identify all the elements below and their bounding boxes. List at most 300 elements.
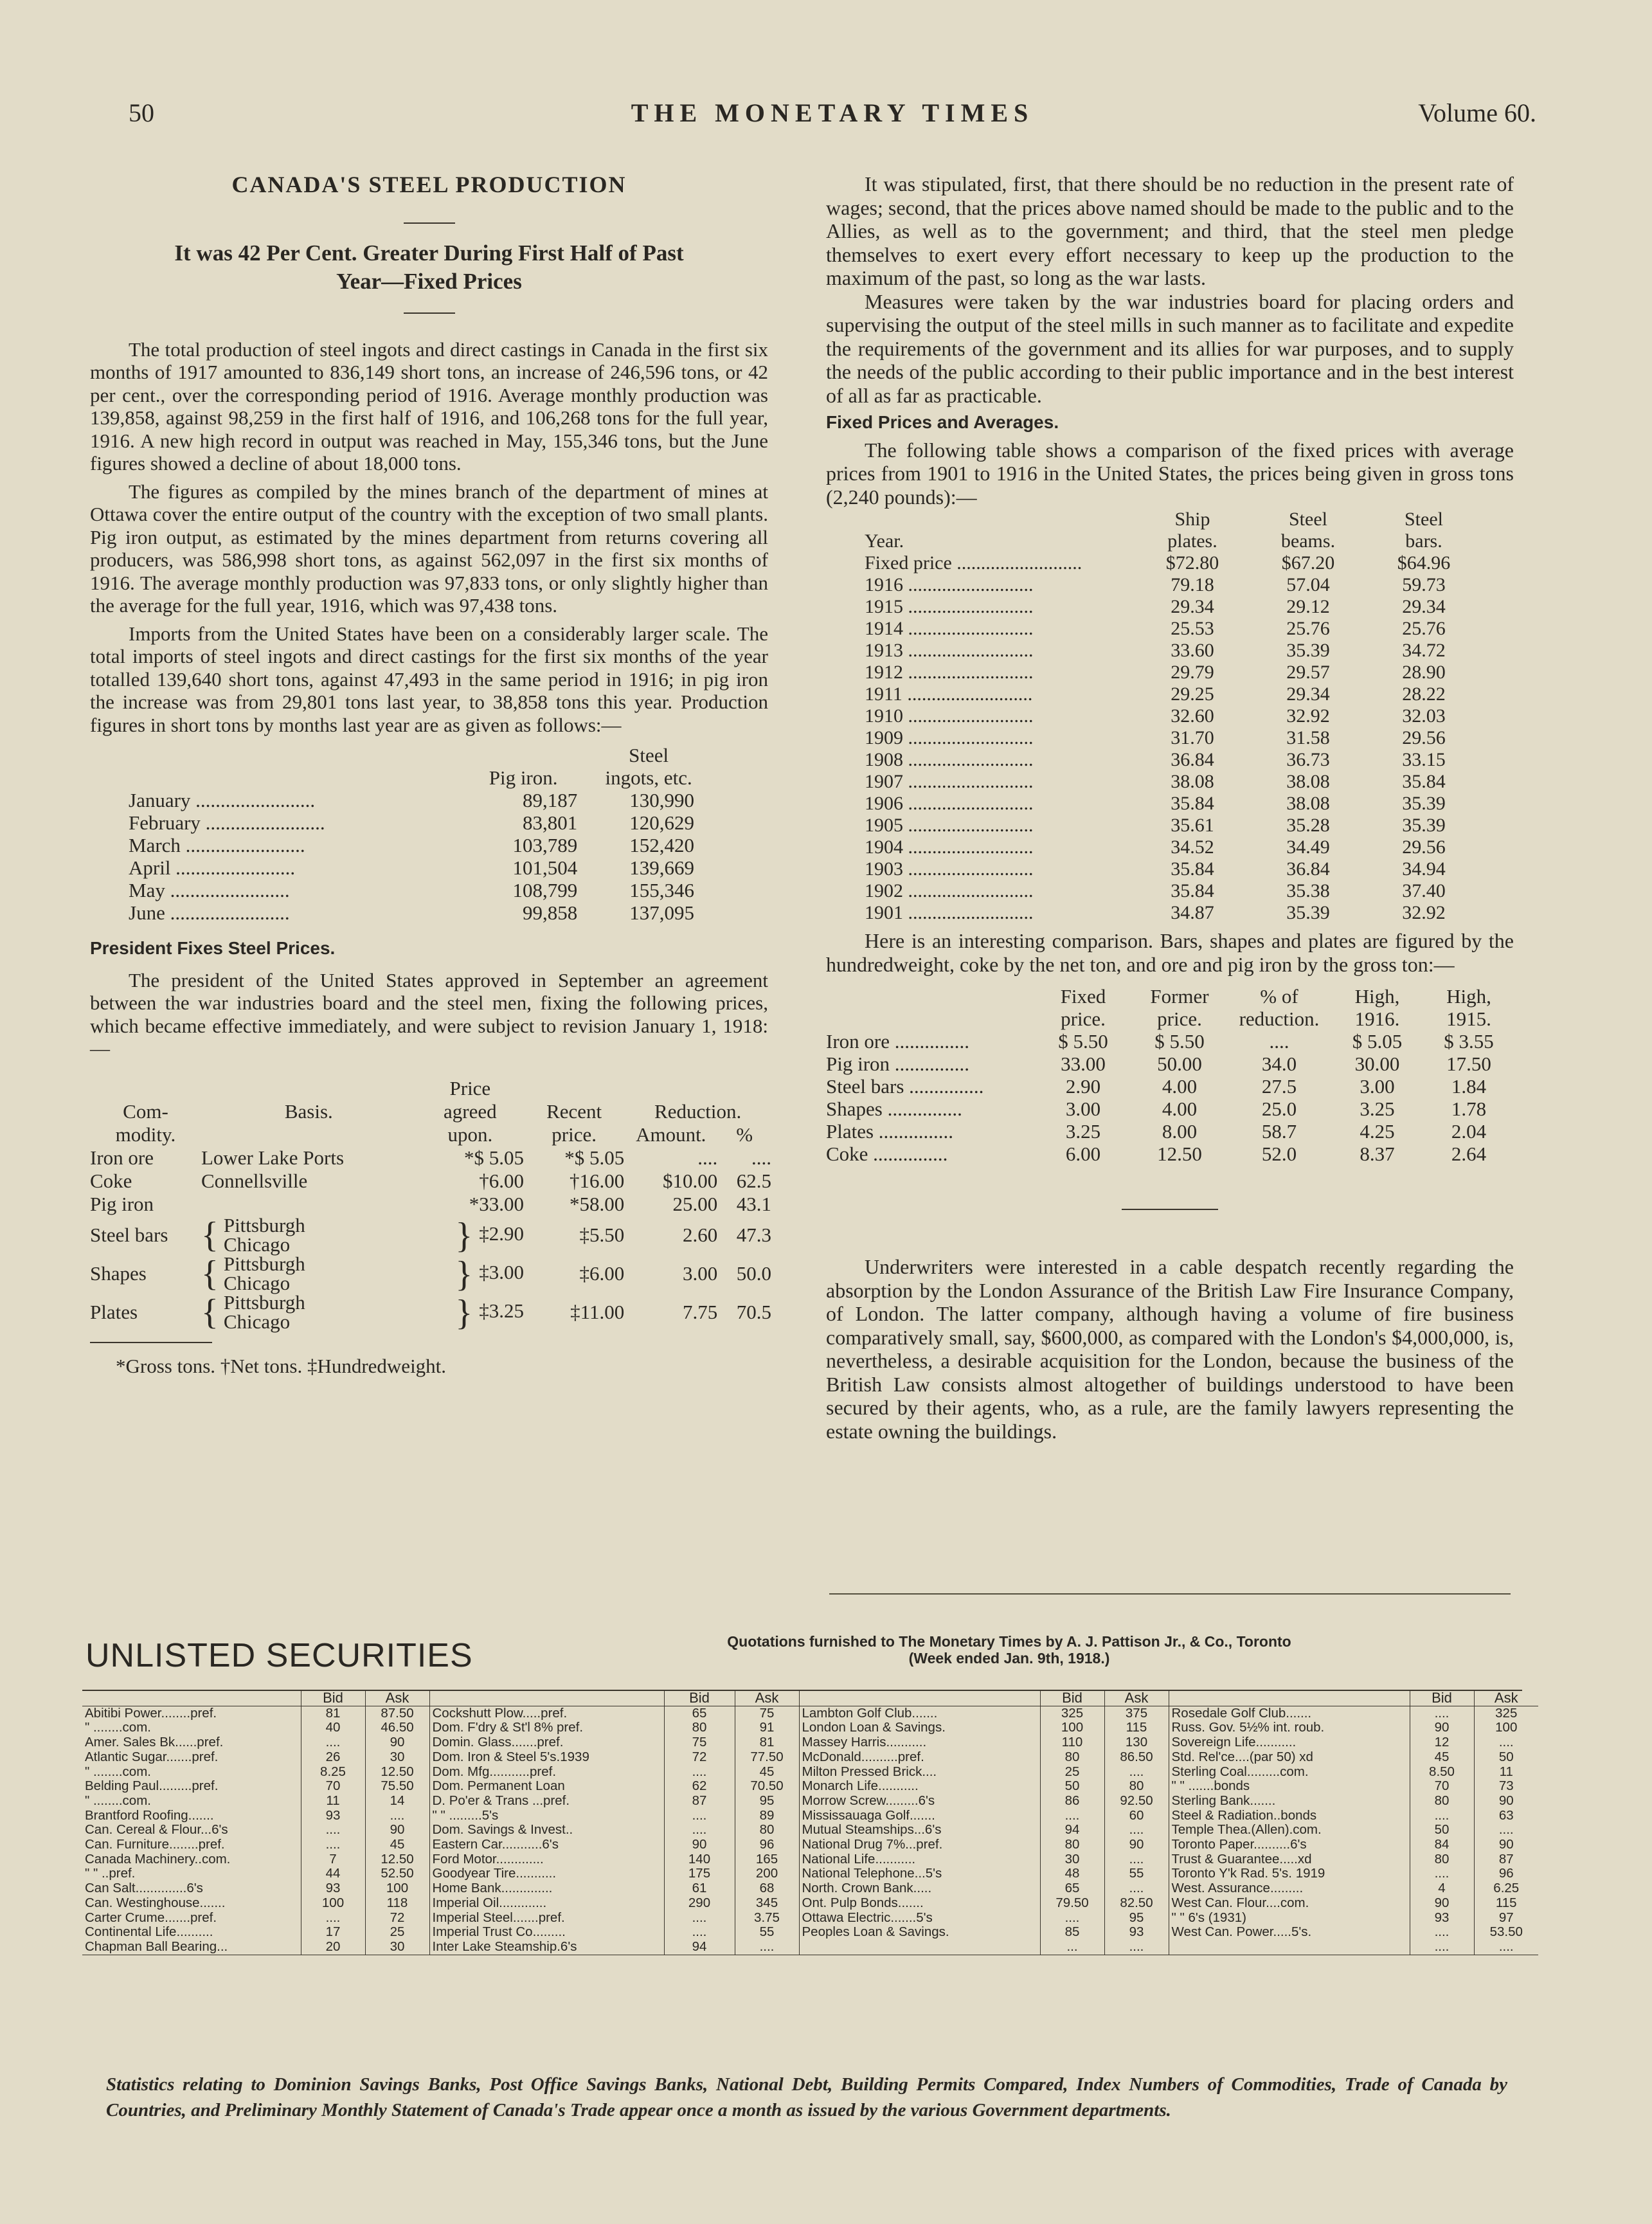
month-label: February ........................	[129, 811, 325, 834]
ask-header: Ask	[1474, 1691, 1538, 1706]
bid-value: 65	[664, 1706, 735, 1721]
ask-value: 45	[365, 1838, 429, 1852]
high-1915: 1.78	[1451, 1098, 1487, 1120]
paragraph: The total production of steel ingots and direct castings in Canada in the first six months of 1917 amounted to 836,149 short tons, an increase of 246,596 tons, or 42 per cent., over the corresponding period of 1916. Average monthly production was 139,858, against 98,259 in the first half of 1916, and 106,268 tons for the full year, 1916. A new high record in output was reached in May, 155,346 tons, but the June figures showed a decline of about 18,000 tons.	[90, 338, 768, 475]
bid-value: 80	[664, 1721, 735, 1735]
basis-city: Pittsburgh	[223, 1252, 305, 1275]
ask-header: Ask	[365, 1691, 429, 1706]
bid-header: Bid	[664, 1691, 735, 1706]
item-label: Plates ...............	[826, 1120, 954, 1143]
ask-value: 60	[1104, 1809, 1169, 1823]
security-name: Imperial Oil.............	[429, 1896, 664, 1911]
fixed-price: 3.00	[1065, 1098, 1101, 1120]
paragraph: The following table shows a comparison of the fixed prices with average prices from 1901 to 1916 in the United States, the prices being given in gross tons (2,240 pounds):—	[826, 438, 1514, 509]
steel-bars-value: 29.56	[1402, 727, 1446, 748]
ask-value: 95	[735, 1794, 799, 1809]
basis-city: Pittsburgh	[223, 1213, 305, 1236]
quotation-note-line: Quotations furnished to The Monetary Times by A. J. Pattison Jr., & Co., Toronto	[727, 1633, 1291, 1650]
security-name: Sovereign Life...........	[1169, 1735, 1410, 1750]
table-row	[82, 1721, 1538, 1735]
year-label: 1907 ..........................	[865, 771, 1034, 792]
steel-beams-value: 35.38	[1286, 880, 1330, 901]
ask-value: 100	[365, 1881, 429, 1896]
bid-value: 8.50	[1410, 1765, 1474, 1780]
unlisted-securities-table	[82, 1690, 1522, 1955]
security-name: Goodyear Tire...........	[429, 1867, 664, 1881]
security-name: Toronto Y'k Rad. 5's. 1919	[1169, 1867, 1410, 1881]
security-name: Can. Furniture........pref.	[85, 1838, 225, 1852]
ask-value: 80	[735, 1823, 799, 1838]
bid-value: 325	[1040, 1706, 1104, 1721]
ask-value: 97	[1474, 1911, 1538, 1926]
pig-iron-value: 89,187	[523, 789, 578, 811]
table-row	[826, 1053, 1514, 1075]
year-label: 1916 ..........................	[865, 574, 1034, 595]
commodity: Shapes	[90, 1261, 147, 1285]
security-name: Can. Cereal & Flour...6's	[85, 1823, 228, 1838]
bid-value: ....	[664, 1911, 735, 1926]
table-row	[90, 1216, 771, 1254]
col-header: Pig iron.	[489, 766, 558, 789]
steel-beams-value: 57.04	[1286, 574, 1330, 595]
month-label: March ........................	[129, 834, 305, 856]
ask-value: ....	[1104, 1881, 1169, 1896]
high-1916: 4.25	[1360, 1120, 1395, 1143]
ask-value: 12.50	[365, 1852, 429, 1867]
reduction-amount: $10.00	[663, 1169, 718, 1192]
paragraph: Here is an interesting comparison. Bars, shapes and plates are figured by the hundredweight, coke by the net ton, and ore and pig iron by the gross ton:—	[826, 929, 1514, 976]
table-row	[82, 1735, 1538, 1750]
divider	[829, 1593, 1511, 1595]
steel-beams-value: 29.12	[1286, 596, 1330, 617]
security-name: " " .........5's	[429, 1809, 664, 1823]
security-name: " " ..pref.	[85, 1867, 136, 1881]
quotation-note	[640, 1633, 1379, 1667]
security-name: Toronto Paper..........6's	[1169, 1838, 1410, 1852]
recent-price: *$ 5.05	[564, 1146, 625, 1169]
reduction-amount: ....	[697, 1146, 718, 1169]
basis-city: Pittsburgh	[223, 1290, 305, 1314]
ship-plates-value: 34.87	[1171, 902, 1214, 923]
former-price: 50.00	[1157, 1053, 1202, 1075]
bid-value: 7	[301, 1852, 365, 1867]
year-label: 1906 ..........................	[865, 793, 1034, 814]
month-label: May ........................	[129, 879, 290, 901]
table-row	[82, 1750, 1538, 1765]
security-name: North. Crown Bank.....	[799, 1881, 1040, 1896]
ask-value: 87	[1474, 1852, 1538, 1867]
table-row	[826, 1098, 1514, 1120]
col-header: 1915.	[1446, 1008, 1491, 1030]
reduction-percent: 62.5	[736, 1169, 771, 1192]
bid-value: 85	[1040, 1925, 1104, 1940]
agreed-price: †6.00	[479, 1169, 525, 1192]
bid-value: ....	[1410, 1809, 1474, 1823]
security-name: Sterling Bank.......	[1169, 1794, 1410, 1809]
col-header: Steel	[1289, 509, 1327, 530]
year-label: 1914 ..........................	[865, 618, 1034, 639]
steel-bars-value: 28.22	[1402, 683, 1446, 705]
table-row	[90, 1170, 771, 1193]
security-name: Dom. F'dry & St'l 8% pref.	[429, 1721, 664, 1735]
bid-value: ....	[301, 1823, 365, 1838]
table-row	[129, 879, 720, 901]
steel-bars-value: $64.96	[1397, 552, 1451, 574]
ask-value: 91	[735, 1721, 799, 1735]
security-name: Lambton Golf Club.......	[799, 1706, 1040, 1721]
col-header: Year.	[865, 530, 904, 552]
ask-value: 96	[735, 1838, 799, 1852]
security-name: Imperial Steel.......pref.	[429, 1911, 664, 1926]
bid-value: ...	[1040, 1940, 1104, 1955]
ship-plates-value: 35.84	[1171, 793, 1214, 814]
bid-value: 87	[664, 1794, 735, 1809]
security-name: Eastern Car...........6's	[429, 1838, 664, 1852]
security-name: Abitibi Power........pref.	[85, 1706, 217, 1721]
security-name: Rosedale Golf Club.......	[1169, 1706, 1410, 1721]
agreed-value: ‡3.25	[479, 1299, 525, 1323]
ask-value: 86.50	[1104, 1750, 1169, 1765]
reduction-amount: 3.00	[683, 1261, 718, 1285]
high-1916: 30.00	[1354, 1053, 1400, 1075]
ask-value: 73	[1474, 1779, 1538, 1794]
unlisted-securities-title: UNLISTED SECURITIES	[85, 1637, 473, 1674]
col-header: Com-	[123, 1099, 168, 1123]
security-name: Home Bank..............	[429, 1881, 664, 1896]
reduction-percent: 70.5	[736, 1300, 771, 1323]
ask-value: 11	[1474, 1765, 1538, 1780]
ask-value: 25	[365, 1925, 429, 1940]
table-row	[82, 1940, 1538, 1955]
fixed-price: 2.90	[1065, 1075, 1101, 1098]
security-name: Belding Paul.........pref.	[85, 1779, 219, 1794]
ask-header: Ask	[1104, 1691, 1169, 1706]
bid-value: 17	[301, 1925, 365, 1940]
steel-value: 137,095	[629, 901, 694, 924]
year-label: 1908 ..........................	[865, 749, 1034, 770]
ask-value: ....	[1104, 1940, 1169, 1955]
security-name-header	[799, 1691, 1040, 1706]
security-name: Can Salt..............6's	[85, 1881, 203, 1896]
steel-beams-value: $67.20	[1281, 552, 1335, 574]
month-label: June ........................	[129, 901, 290, 924]
month-label: January ........................	[129, 789, 316, 811]
reduction-percent: 34.0	[1261, 1053, 1297, 1075]
bid-value: ....	[301, 1911, 365, 1926]
ask-header: Ask	[735, 1691, 799, 1706]
ask-value: 200	[735, 1867, 799, 1881]
ask-value: 130	[1104, 1735, 1169, 1750]
security-name	[1169, 1940, 1410, 1955]
ask-value: 82.50	[1104, 1896, 1169, 1911]
table-row	[82, 1911, 1538, 1926]
bid-value: 75	[664, 1735, 735, 1750]
reduction-percent: 27.5	[1261, 1075, 1297, 1098]
ask-value: 77.50	[735, 1750, 799, 1765]
table-row	[129, 834, 720, 856]
security-name: Steel & Radiation..bonds	[1169, 1809, 1410, 1823]
right-column	[826, 172, 1514, 1443]
bid-value: 94	[1040, 1823, 1104, 1838]
item-label: Steel bars ...............	[826, 1075, 984, 1098]
security-name: D. Po'er & Trans ...pref.	[429, 1794, 664, 1809]
col-header: %	[736, 1123, 753, 1146]
security-name: Trust & Guarantee.....xd	[1169, 1852, 1410, 1867]
table-row	[826, 1075, 1514, 1098]
bid-value: ....	[664, 1765, 735, 1780]
commodity: Steel bars	[90, 1223, 168, 1246]
item-label: Shapes ...............	[826, 1098, 962, 1120]
col-header: Steel	[1405, 509, 1443, 530]
bid-value: 8.25	[301, 1765, 365, 1780]
basis	[201, 1290, 417, 1333]
table-row	[82, 1794, 1538, 1809]
col-header: % of	[1260, 985, 1298, 1008]
ask-value: ....	[1104, 1852, 1169, 1867]
brace: }	[455, 1215, 473, 1256]
fixed-price: 6.00	[1065, 1143, 1101, 1165]
high-1915: 2.64	[1451, 1143, 1487, 1165]
bid-value: 72	[664, 1750, 735, 1765]
ask-value: 50	[1474, 1750, 1538, 1765]
steel-beams-value: 25.76	[1286, 618, 1330, 639]
security-name: Russ. Gov. 5½% int. roub.	[1169, 1721, 1410, 1735]
ask-value: 89	[735, 1809, 799, 1823]
bid-value: ....	[664, 1925, 735, 1940]
col-header: Fixed	[1060, 985, 1106, 1008]
steel-bars-value: 34.94	[1402, 858, 1446, 880]
year-label: 1912 ..........................	[865, 662, 1034, 683]
reduction-percent: 58.7	[1261, 1120, 1297, 1143]
steel-bars-value: 32.92	[1402, 902, 1446, 923]
security-name: McDonald..........pref.	[799, 1750, 1040, 1765]
bid-value: 93	[301, 1809, 365, 1823]
security-name: Dom. Permanent Loan	[429, 1779, 664, 1794]
bid-value: 70	[1410, 1779, 1474, 1794]
bid-value: 40	[301, 1721, 365, 1735]
ask-value: 6.25	[1474, 1881, 1538, 1896]
table-row	[865, 793, 1482, 815]
security-name: Ford Motor.............	[429, 1852, 664, 1867]
bid-value: 94	[664, 1940, 735, 1955]
ship-plates-value: 29.34	[1171, 596, 1214, 617]
brace: {	[201, 1215, 219, 1255]
ask-value: ....	[1104, 1765, 1169, 1780]
ship-plates-value: 29.25	[1171, 683, 1214, 705]
bid-value: 93	[301, 1881, 365, 1896]
high-1916: 3.00	[1360, 1075, 1395, 1098]
year-label: 1904 ..........................	[865, 836, 1034, 858]
high-1915: $ 3.55	[1444, 1030, 1494, 1053]
basis-city: Chicago	[223, 1271, 291, 1294]
former-price: $ 5.50	[1154, 1030, 1205, 1053]
bid-value: 48	[1040, 1867, 1104, 1881]
ask-value: 30	[365, 1940, 429, 1955]
divider	[404, 312, 455, 314]
bid-value: 110	[1040, 1735, 1104, 1750]
col-header: agreed	[444, 1099, 497, 1123]
security-name: West. Assurance.........	[1169, 1881, 1410, 1896]
agreed-value: ‡3.00	[479, 1261, 525, 1284]
table-row	[90, 1254, 771, 1293]
bid-value: 50	[1040, 1779, 1104, 1794]
reduction-amount: 7.75	[683, 1300, 718, 1323]
security-name: National Telephone...5's	[799, 1867, 1040, 1881]
ask-value: 14	[365, 1794, 429, 1809]
article-subtitle-1: It was 42 Per Cent. Greater During First Half of Past	[174, 240, 684, 266]
col-header: reduction.	[1239, 1008, 1320, 1030]
commodity: Pig iron	[90, 1192, 154, 1215]
ship-plates-value: 35.84	[1171, 880, 1214, 901]
ask-value: 325	[1474, 1706, 1538, 1721]
year-label: 1905 ..........................	[865, 815, 1034, 836]
year-label: 1901 ..........................	[865, 902, 1034, 923]
steel-bars-value: 33.15	[1402, 749, 1446, 770]
steel-beams-value: 36.73	[1286, 749, 1330, 770]
brace: {	[201, 1292, 219, 1332]
col-header: High,	[1354, 985, 1400, 1008]
paragraph: Underwriters were interested in a cable despatch recently regarding the absorption by the London Assurance of the British Law Fire Insurance Company, of London. The latter company, although having a volume of fire business comparatively small, say, $600,000, as compared with the London's $4,000,000, is, nevertheless, a desirable acquisition for the London, because the business of the British Law consists almost altogether of buildings understood to have been secured by their agents, who, as a rule, are the family lawyers representing the estate owning the buildings.	[826, 1255, 1514, 1443]
table-row	[90, 1193, 771, 1216]
former-price: 8.00	[1162, 1120, 1198, 1143]
ask-value: 55	[735, 1925, 799, 1940]
reduction-percent: ....	[751, 1146, 771, 1169]
year-label: 1903 ..........................	[865, 858, 1034, 880]
reduction-amount: 25.00	[672, 1192, 718, 1215]
high-1916: 8.37	[1360, 1143, 1395, 1165]
table-row	[129, 789, 720, 811]
steel-value: 139,669	[629, 856, 694, 879]
bid-value: 26	[301, 1750, 365, 1765]
security-name: West Can. Flour....com.	[1169, 1896, 1410, 1911]
table-row	[865, 858, 1482, 880]
agreed-price: *33.00	[469, 1192, 525, 1215]
ship-plates-value: 35.61	[1171, 815, 1214, 836]
security-name: Mutual Steamships...6's	[799, 1823, 1040, 1838]
ask-value: 165	[735, 1852, 799, 1867]
col-header: Former	[1150, 985, 1209, 1008]
bid-value: 44	[301, 1867, 365, 1881]
ask-value: 30	[365, 1750, 429, 1765]
ship-plates-value: 31.70	[1171, 727, 1214, 748]
table-row	[82, 1706, 1538, 1721]
security-name: Domin. Glass.......pref.	[429, 1735, 664, 1750]
bid-value: 25	[1040, 1765, 1104, 1780]
high-1916: $ 5.05	[1352, 1030, 1403, 1053]
bid-value: 12	[1410, 1735, 1474, 1750]
bid-value: 45	[1410, 1750, 1474, 1765]
table-row	[82, 1881, 1538, 1896]
security-name: Chapman Ball Bearing...	[82, 1940, 301, 1955]
fixed-price: $ 5.50	[1058, 1030, 1108, 1053]
col-header: Amount.	[636, 1123, 706, 1146]
steel-beams-value: 35.39	[1286, 640, 1330, 661]
table-row	[129, 856, 720, 879]
table-row	[865, 596, 1482, 618]
ask-value: 75	[735, 1706, 799, 1721]
table-row	[865, 683, 1482, 705]
monthly-production-table	[129, 744, 720, 924]
year-label: 1913 ..........................	[865, 640, 1034, 661]
col-header: Price	[449, 1076, 491, 1099]
agreed-price	[417, 1216, 524, 1254]
security-name: Brantford Roofing.......	[85, 1808, 214, 1823]
article-title: CANADA'S STEEL PRODUCTION	[231, 172, 627, 197]
pig-iron-value: 103,789	[512, 834, 578, 856]
security-name: " " .......bonds	[1169, 1779, 1410, 1794]
table-row	[82, 1823, 1538, 1838]
bid-value: 90	[664, 1838, 735, 1852]
steel-value: 120,629	[629, 811, 694, 834]
security-name: " ........com.	[85, 1793, 151, 1808]
commodity: Plates	[90, 1300, 138, 1323]
security-name-header	[82, 1691, 301, 1706]
fixed-price: 33.00	[1061, 1053, 1106, 1075]
bid-value: 20	[301, 1940, 365, 1955]
steel-value: 130,990	[629, 789, 694, 811]
ask-value: 115	[1104, 1721, 1169, 1735]
security-name: Dom. Mfg...........pref.	[429, 1765, 664, 1780]
agreed-price	[417, 1293, 524, 1332]
item-label: Pig iron ...............	[826, 1053, 970, 1075]
former-price: 12.50	[1157, 1143, 1202, 1165]
footer-note: Statistics relating to Dominion Savings Banks, Post Office Savings Banks, National Debt, Building Permits Compared, Index Numbers of Commodities, Trade of Canada by Countries, and Preliminary Monthly Statement of Canada's Trade appear once a month as issued by the various Government departments.	[106, 2074, 1507, 2120]
ask-value: 375	[1104, 1706, 1169, 1721]
paragraph: The figures as compiled by the mines branch of the department of mines at Ottawa cover the entire output of the country with the exception of two small plants. Pig iron output, as estimated by the mines department from returns covering all producers, was 586,998 short tons, as against 562,097 in the first six months of 1916. The average monthly production was 97,833 tons, or only slightly higher than the average for the full year, 1916, which was 97,438 tons.	[90, 480, 768, 617]
security-name: Sterling Coal.........com.	[1169, 1765, 1410, 1780]
ask-value: ....	[365, 1809, 429, 1823]
bid-value: ....	[1410, 1867, 1474, 1881]
bid-value: ....	[301, 1735, 365, 1750]
bid-value: ....	[1040, 1911, 1104, 1926]
bid-value: 81	[301, 1706, 365, 1721]
ship-plates-value: 35.84	[1171, 858, 1214, 880]
year-label: 1902 ..........................	[865, 880, 1034, 901]
table-row	[82, 1867, 1538, 1881]
bid-header: Bid	[1410, 1691, 1474, 1706]
bid-value: 86	[1040, 1794, 1104, 1809]
security-name: Inter Lake Steamship.6's	[429, 1940, 664, 1955]
bid-value: ....	[664, 1809, 735, 1823]
bid-value: 93	[1410, 1911, 1474, 1926]
item-label: Coke ...............	[826, 1143, 948, 1165]
ship-plates-value: 79.18	[1171, 574, 1214, 595]
table-row	[865, 815, 1482, 836]
pig-iron-value: 101,504	[512, 856, 578, 879]
reduction-percent: 52.0	[1261, 1143, 1297, 1165]
pig-iron-value: 108,799	[512, 879, 578, 901]
col-header: Recent	[546, 1099, 602, 1123]
table-row	[865, 902, 1482, 924]
ask-value: ....	[1474, 1735, 1538, 1750]
security-name: Continental Life..........	[85, 1925, 213, 1940]
table-row	[865, 727, 1482, 749]
month-label: April ........................	[129, 856, 296, 879]
pig-iron-value: 83,801	[523, 811, 578, 834]
ask-value: 90	[1104, 1838, 1169, 1852]
table-row	[82, 1925, 1538, 1940]
article-subtitle-2: Year—Fixed Prices	[336, 268, 522, 294]
ship-plates-value: 34.52	[1171, 836, 1214, 858]
security-name: Monarch Life...........	[799, 1779, 1040, 1794]
steel-bars-value: 35.84	[1402, 771, 1446, 792]
col-header: 1916.	[1354, 1008, 1400, 1030]
ask-value: 90	[1474, 1838, 1538, 1852]
reduction-percent: ....	[1269, 1030, 1289, 1053]
col-header: High,	[1446, 985, 1491, 1008]
divider	[90, 1342, 212, 1343]
col-header: Reduction.	[654, 1099, 742, 1123]
